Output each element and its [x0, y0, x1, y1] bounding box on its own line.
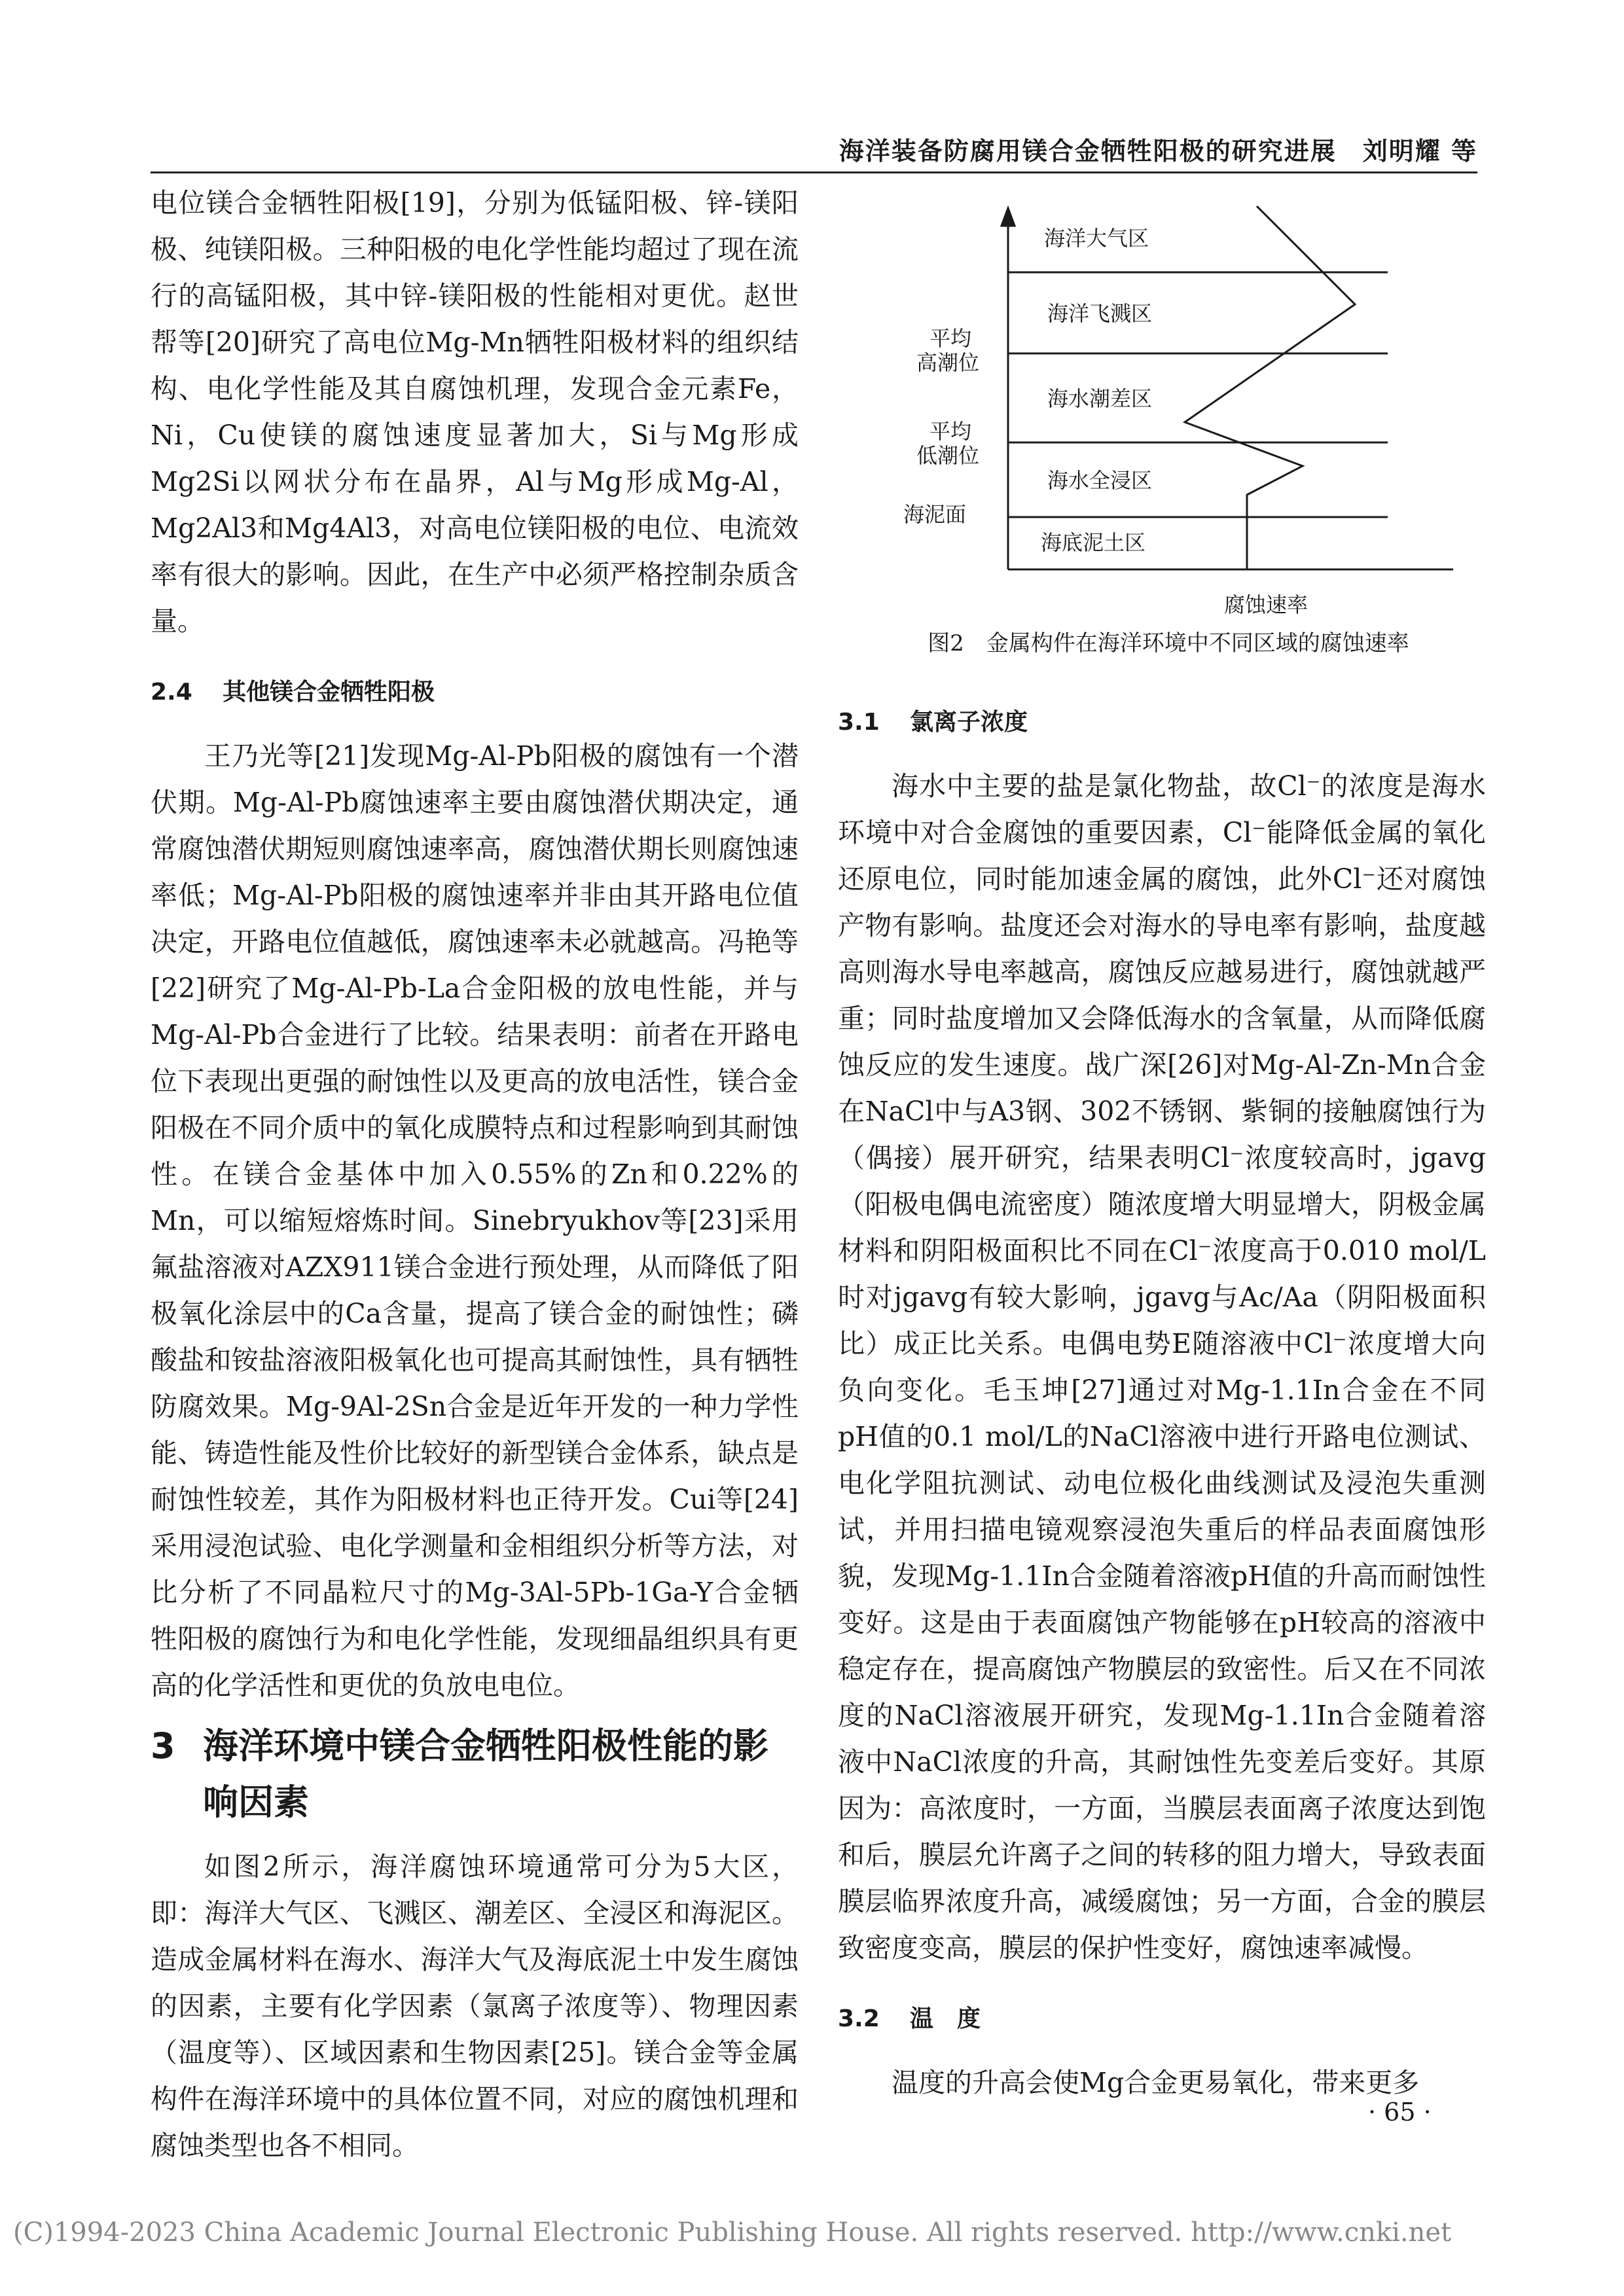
- section-number: 3: [151, 1725, 175, 1767]
- left-column: [151, 180, 799, 2169]
- section-title: 其他镁合金牺牲阳极: [223, 679, 435, 706]
- zone-label-splash: 海洋飞溅区: [1047, 301, 1153, 326]
- section-title: 海洋环境中镁合金牺牲阳极性能的影响因素: [203, 1725, 768, 1823]
- header-rule: [151, 171, 1477, 173]
- right-column: [838, 691, 1486, 2106]
- zone-label-tidal: 海水潮差区: [1047, 386, 1153, 411]
- section-title: 氯离子浓度: [910, 709, 1028, 736]
- section-3-1-heading: [838, 704, 1486, 737]
- y-label-low-tide-2: 低潮位: [916, 443, 980, 468]
- zone-label-mud: 海底泥土区: [1041, 530, 1146, 555]
- zone-label-atmosphere: 海洋大气区: [1044, 226, 1149, 251]
- corrosion-rate-curve: [1185, 206, 1355, 569]
- section-number: 3.1: [838, 709, 880, 736]
- figure-2-caption: 图2 金属构件在海洋环境中不同区域的腐蚀速率: [928, 630, 1409, 656]
- y-axis-arrow: [1001, 208, 1015, 226]
- section-3-heading: [151, 1718, 799, 1831]
- section-number: 3.2: [838, 2005, 880, 2032]
- zone-diagram: [877, 196, 1466, 615]
- section-2-4-heading: [151, 673, 799, 707]
- x-axis-label: 腐蚀速率: [1224, 592, 1308, 615]
- paragraph-other-anodes: 王乃光等[21]发现Mg-Al-Pb阳极的腐蚀有一个潜伏期。Mg-Al-Pb腐蚀速率主要由腐蚀潜伏期决定，通常腐蚀潜伏期短则腐蚀速率高，腐蚀潜伏期长则腐蚀速率低；Mg-Al-Pb阳极的腐蚀速率并非由其开路电位值决定，开路电位值越低，腐蚀速率未必就越高。冯艳等[22]研究了Mg-Al-Pb-La合金阳极的放电性能，并与Mg-Al-Pb合金进行了比较。结果表明：前者在开路电位下表现出更强的耐蚀性以及更高的放电活性，镁合金阳极在不同介质中的氧化成膜特点和过程影响到其耐蚀性。在镁合金基体中加入0.55%的Zn和0.22%的Mn，可以缩短熔炼时间。Sinebryukhov等[23]采用氟盐溶液对AZX911镁合金进行预处理，从而降低了阳极氧化涂层中的Ca含量，提高了镁合金的耐蚀性；磷酸盐和铵盐溶液阳极氧化也可提高其耐蚀性，具有牺牲防腐效果。Mg-9Al-2Sn合金是近年开发的一种力学性能、铸造性能及性价比较好的新型镁合金体系，缺点是耐蚀性较差，其作为阳极材料也正待开发。Cui等[24]采用浸泡试验、电化学测量和金相组织分析等方法，对比分析了不同晶粒尺寸的Mg-3Al-5Pb-1Ga-Y合金牺牲阳极的腐蚀行为和电化学性能，发现细晶组织具有更高的化学活性和更优的负放电电位。: [151, 740, 799, 1701]
- paragraph-chloride: 海水中主要的盐是氯化物盐，故Cl⁻的浓度是海水环境中对合金腐蚀的重要因素，Cl⁻能降低金属的氧化还原电位，同时能加速金属的腐蚀，此外Cl⁻还对腐蚀产物有影响。盐度还会对海水的导电率有影响，盐度越高则海水导电率越高，腐蚀反应越易进行，腐蚀就越严重；同时盐度增加又会降低海水的含氧量，从而降低腐蚀反应的发生速度。战广深[26]对Mg-Al-Zn-Mn合金在NaCl中与A3钢、302不锈钢、紫铜的接触腐蚀行为（偶接）展开研究，结果表明Cl⁻浓度较高时，jgavg（阳极电偶电流密度）随浓度增大明显增大，阴极金属材料和阴阳极面积比不同在Cl⁻浓度高于0.010 mol/L时对jgavg有较大影响，jgavg与Ac/Aa（阴阳极面积比）成正比关系。电偶电势E随溶液中Cl⁻浓度增大向负向变化。毛玉坤[27]通过对Mg-1.1In合金在不同pH值的0.1 mol/L的NaCl溶液中进行开路电位测试、电化学阻抗测试、动电位极化曲线测试及浸泡失重测试，并用扫描电镜观察浸泡失重后的样品表面腐蚀形貌，发现Mg-1.1In合金随着溶液pH值的升高而耐蚀性变好。这是由于表面腐蚀产物能够在pH较高的溶液中稳定存在，提高腐蚀产物膜层的致密性。后又在不同浓度的NaCl溶液展开研究，发现Mg-1.1In合金随着溶液中NaCl浓度的升高，其耐蚀性先变差后变好。其原因为：高浓度时，一方面，当膜层表面离子浓度达到饱和后，膜层允许离子之间的转移的阻力增大，导致表面膜层临界浓度升高，减缓腐蚀；另一方面，合金的膜层致密度变高，膜层的保护性变好，腐蚀速率减慢。: [838, 770, 1486, 1964]
- paragraph-temperature: 温度的升高会使Mg合金更易氧化，带来更多: [892, 2067, 1420, 2098]
- page-number: · 65 ·: [1368, 2098, 1432, 2126]
- y-label-high-tide-1: 平均: [929, 326, 972, 351]
- section-number: 2.4: [151, 679, 192, 706]
- running-header: 海洋装备防腐用镁合金牺牲阳极的研究进展 刘明耀 等: [839, 137, 1477, 166]
- paragraph-marine-zones: 如图2所示，海洋腐蚀环境通常可分为5大区，即：海洋大气区、飞溅区、潮差区、全浸区和海泥区。造成金属材料在海水、海洋大气及海底泥土中发生腐蚀的因素，主要有化学因素（氯离子浓度等）、物理因素（温度等）、区域因素和生物因素[25]。镁合金等金属构件在海洋环境中的具体位置不同，对应的腐蚀机理和腐蚀类型也各不相同。: [151, 1851, 799, 2161]
- zone-label-immersion: 海水全浸区: [1047, 468, 1153, 493]
- y-label-high-tide-2: 高潮位: [916, 350, 980, 375]
- y-label-low-tide-1: 平均: [929, 419, 972, 444]
- copyright-notice: (C)1994-2023 China Academic Journal Electronic Publishing House. All rights reserved. http://www.cnki.net: [13, 2217, 1452, 2248]
- section-title: 温 度: [910, 2005, 981, 2032]
- section-3-2-heading: [838, 2000, 1486, 2034]
- paragraph-mg-mn-anodes: 电位镁合金牺牲阳极[19]，分别为低锰阳极、锌-镁阳极、纯镁阳极。三种阳极的电化学性能均超过了现在流行的高锰阳极，其中锌-镁阳极的性能相对更优。赵世帮等[20]研究了高电位Mg-Mn牺牲阳极材料的组织结构、电化学性能及其自腐蚀机理，发现合金元素Fe，Ni，Cu使镁的腐蚀速度显著加大，Si与Mg形成Mg2Si以网状分布在晶界，Al与Mg形成Mg-Al，Mg2Al3和Mg4Al3，对高电位镁阳极的电位、电流效率有很大的影响。因此，在生产中必须严格控制杂质含量。: [151, 187, 799, 637]
- y-label-mud-line: 海泥面: [903, 502, 967, 527]
- figure-2: [877, 196, 1466, 674]
